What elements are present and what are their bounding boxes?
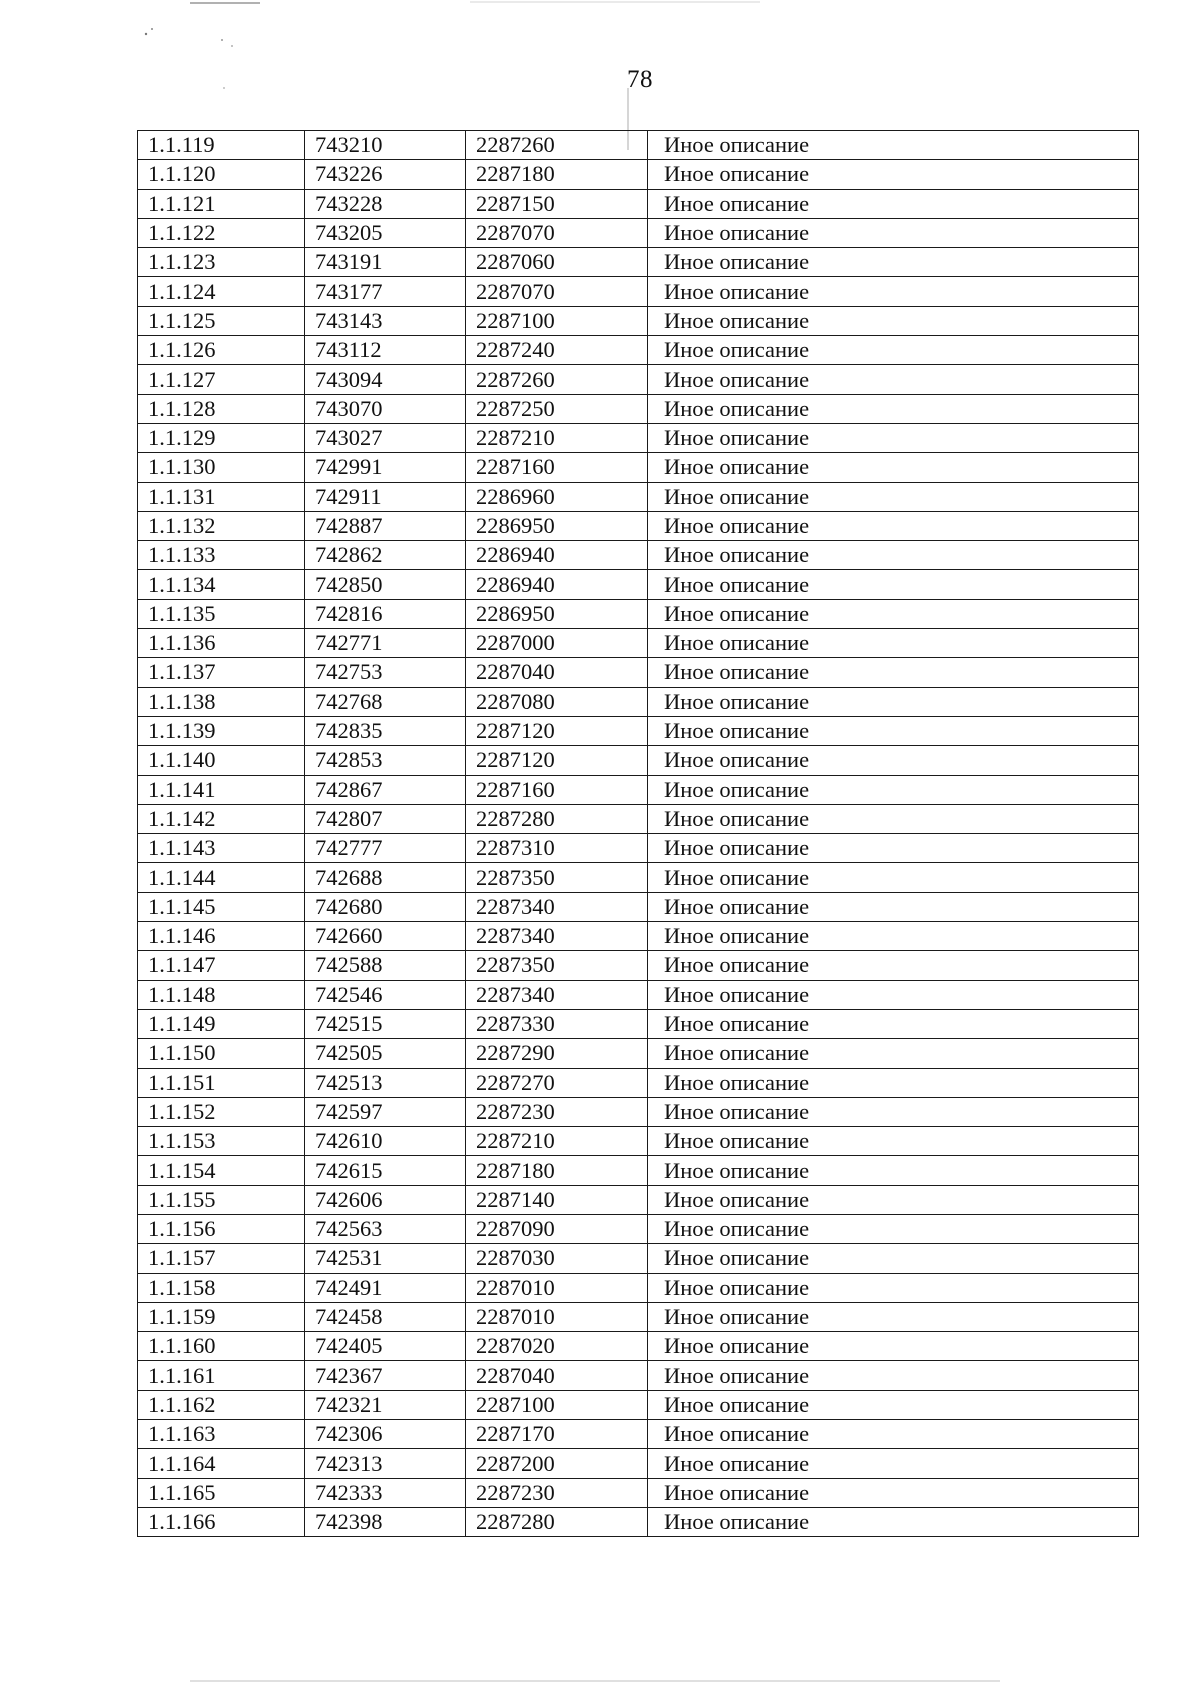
x-coordinate-cell: 743191: [305, 248, 466, 277]
description-cell: Иное описание: [648, 1361, 1139, 1390]
x-coordinate-cell: 742867: [305, 775, 466, 804]
x-coordinate-cell: 742853: [305, 746, 466, 775]
table-row: [138, 599, 1139, 628]
y-coordinate-cell: 2287180: [466, 160, 648, 189]
table-row: [138, 658, 1139, 687]
description-cell: Иное описание: [648, 1068, 1139, 1097]
point-number-cell: 1.1.163: [138, 1420, 305, 1449]
point-number-cell: 1.1.150: [138, 1039, 305, 1068]
y-coordinate-cell: 2287030: [466, 1244, 648, 1273]
y-coordinate-cell: 2287350: [466, 863, 648, 892]
x-coordinate-cell: 742688: [305, 863, 466, 892]
point-number-cell: 1.1.139: [138, 716, 305, 745]
y-coordinate-cell: 2287100: [466, 306, 648, 335]
table-row: [138, 1156, 1139, 1185]
table-row: [138, 423, 1139, 452]
description-cell: Иное описание: [648, 1507, 1139, 1536]
x-coordinate-cell: 742615: [305, 1156, 466, 1185]
y-coordinate-cell: 2287160: [466, 775, 648, 804]
y-coordinate-cell: 2287270: [466, 1068, 648, 1097]
description-cell: Иное описание: [648, 834, 1139, 863]
y-coordinate-cell: 2287080: [466, 687, 648, 716]
point-number-cell: 1.1.128: [138, 394, 305, 423]
y-coordinate-cell: 2287160: [466, 453, 648, 482]
table-row: [138, 394, 1139, 423]
table-row: [138, 218, 1139, 247]
y-coordinate-cell: 2287200: [466, 1449, 648, 1478]
x-coordinate-cell: 742850: [305, 570, 466, 599]
table-row: [138, 1332, 1139, 1361]
table-row: [138, 541, 1139, 570]
description-cell: Иное описание: [648, 1420, 1139, 1449]
point-number-cell: 1.1.148: [138, 980, 305, 1009]
y-coordinate-cell: 2287290: [466, 1039, 648, 1068]
point-number-cell: 1.1.153: [138, 1127, 305, 1156]
description-cell: Иное описание: [648, 1039, 1139, 1068]
table-row: [138, 746, 1139, 775]
table-row: [138, 1097, 1139, 1126]
x-coordinate-cell: 742333: [305, 1478, 466, 1507]
description-cell: Иное описание: [648, 1273, 1139, 1302]
point-number-cell: 1.1.135: [138, 599, 305, 628]
table-row: [138, 687, 1139, 716]
y-coordinate-cell: 2287090: [466, 1214, 648, 1243]
y-coordinate-cell: 2286950: [466, 599, 648, 628]
description-cell: Иное описание: [648, 277, 1139, 306]
x-coordinate-cell: 742405: [305, 1332, 466, 1361]
table-row: [138, 892, 1139, 921]
description-cell: Иное описание: [648, 863, 1139, 892]
y-coordinate-cell: 2287120: [466, 716, 648, 745]
y-coordinate-cell: 2287280: [466, 804, 648, 833]
x-coordinate-cell: 742306: [305, 1420, 466, 1449]
point-number-cell: 1.1.149: [138, 1009, 305, 1038]
description-cell: Иное описание: [648, 629, 1139, 658]
table-row: [138, 189, 1139, 218]
table-row: [138, 863, 1139, 892]
description-cell: Иное описание: [648, 716, 1139, 745]
description-cell: Иное описание: [648, 658, 1139, 687]
table-row: [138, 951, 1139, 980]
table-row: [138, 336, 1139, 365]
point-number-cell: 1.1.134: [138, 570, 305, 599]
y-coordinate-cell: 2287020: [466, 1332, 648, 1361]
description-cell: Иное описание: [648, 1009, 1139, 1038]
description-cell: Иное описание: [648, 365, 1139, 394]
x-coordinate-cell: 742991: [305, 453, 466, 482]
description-cell: Иное описание: [648, 775, 1139, 804]
description-cell: Иное описание: [648, 189, 1139, 218]
x-coordinate-cell: 742458: [305, 1302, 466, 1331]
point-number-cell: 1.1.142: [138, 804, 305, 833]
x-coordinate-cell: 742680: [305, 892, 466, 921]
table-row: [138, 1361, 1139, 1390]
y-coordinate-cell: 2287240: [466, 336, 648, 365]
point-number-cell: 1.1.122: [138, 218, 305, 247]
y-coordinate-cell: 2287340: [466, 892, 648, 921]
description-cell: Иное описание: [648, 453, 1139, 482]
point-number-cell: 1.1.145: [138, 892, 305, 921]
table-row: [138, 1068, 1139, 1097]
table-row: [138, 629, 1139, 658]
x-coordinate-cell: 742563: [305, 1214, 466, 1243]
point-number-cell: 1.1.120: [138, 160, 305, 189]
x-coordinate-cell: 742505: [305, 1039, 466, 1068]
description-cell: Иное описание: [648, 248, 1139, 277]
x-coordinate-cell: 742911: [305, 482, 466, 511]
x-coordinate-cell: 742546: [305, 980, 466, 1009]
point-number-cell: 1.1.156: [138, 1214, 305, 1243]
table-row: [138, 1039, 1139, 1068]
y-coordinate-cell: 2286940: [466, 541, 648, 570]
y-coordinate-cell: 2287070: [466, 277, 648, 306]
table-row: [138, 775, 1139, 804]
description-cell: Иное описание: [648, 1156, 1139, 1185]
y-coordinate-cell: 2287010: [466, 1273, 648, 1302]
y-coordinate-cell: 2287040: [466, 1361, 648, 1390]
point-number-cell: 1.1.151: [138, 1068, 305, 1097]
description-cell: Иное описание: [648, 922, 1139, 951]
point-number-cell: 1.1.147: [138, 951, 305, 980]
point-number-cell: 1.1.127: [138, 365, 305, 394]
y-coordinate-cell: 2287230: [466, 1478, 648, 1507]
point-number-cell: 1.1.166: [138, 1507, 305, 1536]
description-cell: Иное описание: [648, 394, 1139, 423]
y-coordinate-cell: 2287210: [466, 423, 648, 452]
point-number-cell: 1.1.154: [138, 1156, 305, 1185]
description-cell: Иное описание: [648, 892, 1139, 921]
point-number-cell: 1.1.130: [138, 453, 305, 482]
y-coordinate-cell: 2287040: [466, 658, 648, 687]
description-cell: Иное описание: [648, 687, 1139, 716]
description-cell: Иное описание: [648, 570, 1139, 599]
point-number-cell: 1.1.160: [138, 1332, 305, 1361]
x-coordinate-cell: 742835: [305, 716, 466, 745]
y-coordinate-cell: 2286940: [466, 570, 648, 599]
y-coordinate-cell: 2287070: [466, 218, 648, 247]
y-coordinate-cell: 2287150: [466, 189, 648, 218]
x-coordinate-cell: 742321: [305, 1390, 466, 1419]
point-number-cell: 1.1.164: [138, 1449, 305, 1478]
point-number-cell: 1.1.132: [138, 511, 305, 540]
table-row: [138, 1214, 1139, 1243]
point-number-cell: 1.1.152: [138, 1097, 305, 1126]
y-coordinate-cell: 2287340: [466, 922, 648, 951]
table-row: [138, 482, 1139, 511]
point-number-cell: 1.1.131: [138, 482, 305, 511]
x-coordinate-cell: 743177: [305, 277, 466, 306]
point-number-cell: 1.1.124: [138, 277, 305, 306]
y-coordinate-cell: 2287060: [466, 248, 648, 277]
x-coordinate-cell: 742777: [305, 834, 466, 863]
y-coordinate-cell: 2287140: [466, 1185, 648, 1214]
y-coordinate-cell: 2287120: [466, 746, 648, 775]
x-coordinate-cell: 742816: [305, 599, 466, 628]
description-cell: Иное описание: [648, 482, 1139, 511]
point-number-cell: 1.1.159: [138, 1302, 305, 1331]
description-cell: Иное описание: [648, 804, 1139, 833]
y-coordinate-cell: 2287310: [466, 834, 648, 863]
description-cell: Иное описание: [648, 599, 1139, 628]
description-cell: Иное описание: [648, 160, 1139, 189]
point-number-cell: 1.1.144: [138, 863, 305, 892]
table-row: [138, 1507, 1139, 1536]
description-cell: Иное описание: [648, 980, 1139, 1009]
x-coordinate-cell: 742807: [305, 804, 466, 833]
x-coordinate-cell: 742771: [305, 629, 466, 658]
point-number-cell: 1.1.123: [138, 248, 305, 277]
x-coordinate-cell: 743210: [305, 131, 466, 160]
y-coordinate-cell: 2287250: [466, 394, 648, 423]
description-cell: Иное описание: [648, 1185, 1139, 1214]
description-cell: Иное описание: [648, 511, 1139, 540]
point-number-cell: 1.1.146: [138, 922, 305, 951]
table-row: [138, 1185, 1139, 1214]
point-number-cell: 1.1.157: [138, 1244, 305, 1273]
table-row: [138, 306, 1139, 335]
y-coordinate-cell: 2287260: [466, 365, 648, 394]
description-cell: Иное описание: [648, 218, 1139, 247]
table-row: [138, 834, 1139, 863]
x-coordinate-cell: 742398: [305, 1507, 466, 1536]
point-number-cell: 1.1.162: [138, 1390, 305, 1419]
x-coordinate-cell: 743226: [305, 160, 466, 189]
point-number-cell: 1.1.138: [138, 687, 305, 716]
page-number: 78: [627, 66, 653, 93]
table-row: [138, 980, 1139, 1009]
table-row: [138, 1390, 1139, 1419]
point-number-cell: 1.1.140: [138, 746, 305, 775]
description-cell: Иное описание: [648, 951, 1139, 980]
x-coordinate-cell: 742610: [305, 1127, 466, 1156]
table-row: [138, 248, 1139, 277]
description-cell: Иное описание: [648, 1449, 1139, 1478]
point-number-cell: 1.1.121: [138, 189, 305, 218]
point-number-cell: 1.1.119: [138, 131, 305, 160]
x-coordinate-cell: 743228: [305, 189, 466, 218]
table-row: [138, 277, 1139, 306]
y-coordinate-cell: 2287170: [466, 1420, 648, 1449]
table-row: [138, 160, 1139, 189]
x-coordinate-cell: 742515: [305, 1009, 466, 1038]
description-cell: Иное описание: [648, 541, 1139, 570]
x-coordinate-cell: 742531: [305, 1244, 466, 1273]
y-coordinate-cell: 2287280: [466, 1507, 648, 1536]
description-cell: Иное описание: [648, 1214, 1139, 1243]
y-coordinate-cell: 2287210: [466, 1127, 648, 1156]
description-cell: Иное описание: [648, 1097, 1139, 1126]
point-number-cell: 1.1.126: [138, 336, 305, 365]
point-number-cell: 1.1.141: [138, 775, 305, 804]
description-cell: Иное описание: [648, 1127, 1139, 1156]
description-cell: Иное описание: [648, 423, 1139, 452]
table-row: [138, 716, 1139, 745]
y-coordinate-cell: 2287330: [466, 1009, 648, 1038]
point-number-cell: 1.1.155: [138, 1185, 305, 1214]
description-cell: Иное описание: [648, 1244, 1139, 1273]
x-coordinate-cell: 743070: [305, 394, 466, 423]
y-coordinate-cell: 2286960: [466, 482, 648, 511]
y-coordinate-cell: 2287230: [466, 1097, 648, 1126]
description-cell: Иное описание: [648, 1478, 1139, 1507]
y-coordinate-cell: 2287180: [466, 1156, 648, 1185]
description-cell: Иное описание: [648, 306, 1139, 335]
x-coordinate-cell: 742588: [305, 951, 466, 980]
table-row: [138, 570, 1139, 599]
table-row: [138, 804, 1139, 833]
point-number-cell: 1.1.133: [138, 541, 305, 570]
table-row: [138, 1273, 1139, 1302]
x-coordinate-cell: 742862: [305, 541, 466, 570]
table-row: [138, 1244, 1139, 1273]
point-number-cell: 1.1.136: [138, 629, 305, 658]
x-coordinate-cell: 743112: [305, 336, 466, 365]
x-coordinate-cell: 743027: [305, 423, 466, 452]
table-row: [138, 365, 1139, 394]
point-number-cell: 1.1.165: [138, 1478, 305, 1507]
x-coordinate-cell: 742313: [305, 1449, 466, 1478]
description-cell: Иное описание: [648, 1332, 1139, 1361]
point-number-cell: 1.1.129: [138, 423, 305, 452]
table-row: [138, 1478, 1139, 1507]
table-row: [138, 1302, 1139, 1331]
description-cell: Иное описание: [648, 1390, 1139, 1419]
x-coordinate-cell: 742367: [305, 1361, 466, 1390]
x-coordinate-cell: 742597: [305, 1097, 466, 1126]
y-coordinate-cell: 2287340: [466, 980, 648, 1009]
x-coordinate-cell: 742887: [305, 511, 466, 540]
x-coordinate-cell: 743143: [305, 306, 466, 335]
y-coordinate-cell: 2287260: [466, 131, 648, 160]
table-row: [138, 922, 1139, 951]
table-row: [138, 1009, 1139, 1038]
table-row: [138, 1449, 1139, 1478]
point-number-cell: 1.1.161: [138, 1361, 305, 1390]
x-coordinate-cell: 742768: [305, 687, 466, 716]
y-coordinate-cell: 2287350: [466, 951, 648, 980]
y-coordinate-cell: 2287100: [466, 1390, 648, 1419]
description-cell: Иное описание: [648, 746, 1139, 775]
point-number-cell: 1.1.158: [138, 1273, 305, 1302]
y-coordinate-cell: 2287000: [466, 629, 648, 658]
x-coordinate-cell: 743094: [305, 365, 466, 394]
description-cell: Иное описание: [648, 336, 1139, 365]
table-row: [138, 1420, 1139, 1449]
y-coordinate-cell: 2287010: [466, 1302, 648, 1331]
table-row: [138, 453, 1139, 482]
description-cell: Иное описание: [648, 1302, 1139, 1331]
x-coordinate-cell: 742606: [305, 1185, 466, 1214]
x-coordinate-cell: 742753: [305, 658, 466, 687]
x-coordinate-cell: 743205: [305, 218, 466, 247]
x-coordinate-cell: 742660: [305, 922, 466, 951]
x-coordinate-cell: 742491: [305, 1273, 466, 1302]
table-row: [138, 131, 1139, 160]
y-coordinate-cell: 2286950: [466, 511, 648, 540]
description-cell: Иное описание: [648, 131, 1139, 160]
point-number-cell: 1.1.143: [138, 834, 305, 863]
x-coordinate-cell: 742513: [305, 1068, 466, 1097]
table-row: [138, 511, 1139, 540]
table-row: [138, 1127, 1139, 1156]
table-body: [138, 131, 1139, 1537]
point-number-cell: 1.1.125: [138, 306, 305, 335]
point-number-cell: 1.1.137: [138, 658, 305, 687]
coordinates-table: [137, 130, 1139, 1537]
